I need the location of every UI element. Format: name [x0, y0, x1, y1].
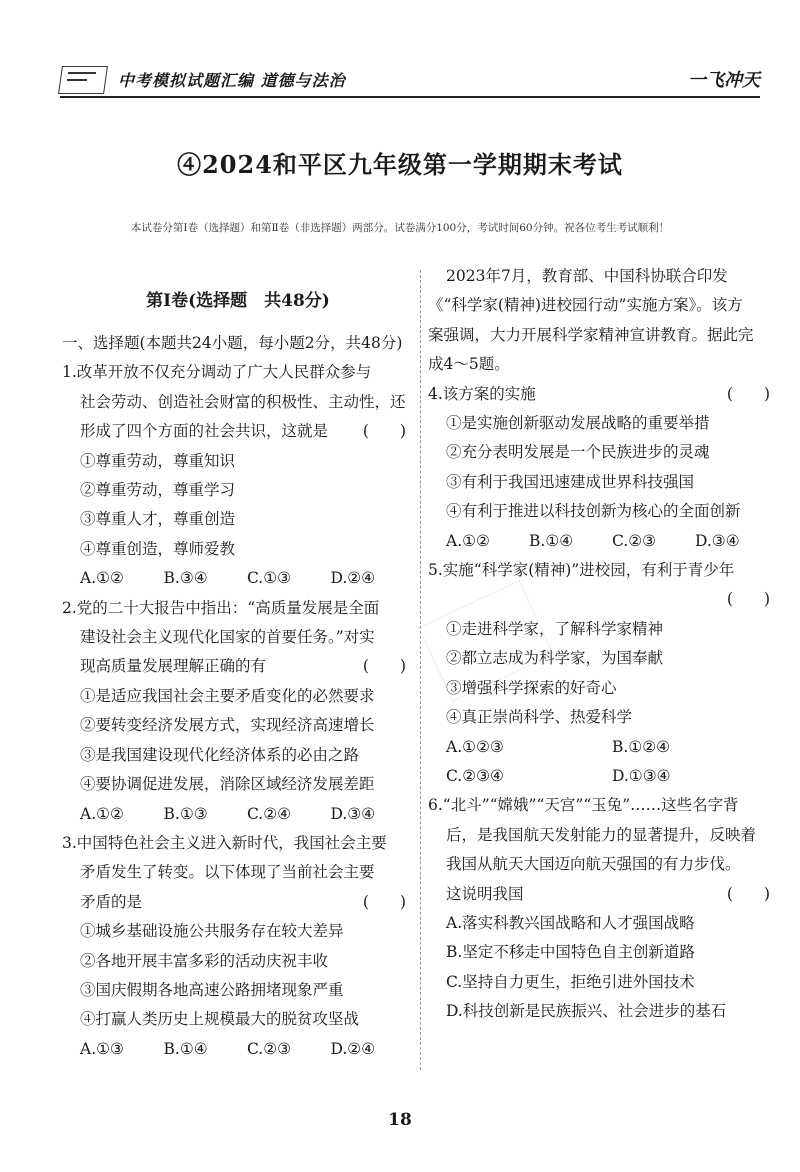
option-d[interactable]: D.①③④ [612, 766, 671, 785]
option-b[interactable]: B.①③ [163, 804, 208, 823]
option-a[interactable]: A.①③ [80, 1039, 124, 1058]
answer-options [428, 762, 778, 791]
question-3 [62, 829, 414, 1064]
header-rule [60, 96, 760, 98]
material-intro [428, 262, 778, 380]
question-stem: 矛盾发生了转变。以下体现了当前社会主要 [80, 863, 375, 882]
question-stem-last [428, 880, 778, 909]
intro-line: 案强调，大力开展科学家精神宣讲教育。据此完 [428, 325, 754, 344]
option-d[interactable]: D.③④ [330, 804, 376, 823]
option-a[interactable]: A.①② [80, 804, 124, 823]
option-b[interactable]: B.①④ [163, 1039, 208, 1058]
option-d[interactable]: D.③④ [695, 531, 740, 550]
intro-line: 2023年7月，教育部、中国科协联合印发 [446, 267, 728, 285]
statement-item: ②各地开展丰富多彩的活动庆祝丰收 [80, 951, 329, 970]
answer-options [62, 800, 414, 829]
question-stem: 社会劳动、创造社会财富的积极性、主动性，还 [80, 392, 406, 411]
choice-a[interactable]: A.落实科教兴国战略和人才强国战略 [446, 913, 695, 932]
statement-item: ④有利于推进以科技创新为核心的全面创新 [446, 502, 741, 521]
question-1 [62, 358, 414, 593]
question-stem-text: 形成了四个方面的社会共识，这就是 [80, 422, 329, 441]
statement-item: ③尊重人才，尊重创造 [80, 510, 236, 529]
statement-item: ④真正崇尚科学、热爱科学 [446, 708, 633, 727]
statement-item: ①是实施创新驱动发展战略的重要举措 [446, 414, 710, 433]
question-stem: 后，是我国航天发射能力的显著提升，反映着 [446, 825, 757, 844]
question-stem: 建设社会主义现代化国家的首要任务。”对实 [80, 628, 375, 647]
option-b[interactable]: B.①②④ [612, 737, 671, 756]
question-stem-text: 4.该方案的实施 [428, 384, 536, 403]
intro-line: 成4～5题。 [428, 355, 510, 374]
statement-item: ②要转变经济发展方式，实现经济高速增长 [80, 716, 375, 735]
statement-item: ④打赢人类历史上规模最大的脱贫攻坚战 [80, 1010, 360, 1029]
option-b[interactable]: B.③④ [163, 569, 208, 588]
question-stem: 2.党的二十大报告中指出：“高质量发展是全面 [62, 598, 380, 617]
statement-item: ③有利于我国迅速建成世界科技强国 [446, 472, 695, 491]
left-column [62, 262, 414, 1064]
statement-item: ②尊重劳动，尊重学习 [80, 481, 236, 500]
answer-options [428, 733, 778, 762]
statement-item: ①走进科学家，了解科学家精神 [446, 619, 664, 638]
answer-parenthesis[interactable]: ( ) [362, 657, 406, 676]
option-c[interactable]: C.②③ [247, 1039, 292, 1058]
question-4 [428, 380, 778, 556]
answer-options [62, 564, 414, 593]
option-d[interactable]: D.②④ [330, 1039, 376, 1058]
statement-item: ③国庆假期各地高速公路拥堵现象严重 [80, 980, 344, 999]
section-title: 第Ⅰ卷(选择题 共48分) [146, 291, 330, 311]
question-stem-text: 矛盾的是 [80, 892, 143, 911]
answer-parenthesis[interactable]: ( ) [362, 892, 406, 911]
answer-options [428, 527, 778, 556]
question-stem: 3.中国特色社会主义进入新时代，我国社会主要 [62, 833, 387, 852]
option-c[interactable]: C.②④ [247, 804, 292, 823]
question-stem: 我国从航天大国迈向航天强国的有力步伐。 [446, 855, 741, 874]
option-c[interactable]: C.①③ [247, 569, 292, 588]
statement-item: ③是我国建设现代化经济体系的必由之路 [80, 745, 360, 764]
page-header [60, 58, 760, 98]
question-stem-last [62, 417, 414, 446]
question-stem: 1.改革开放不仅充分调动了广大人民群众参与 [62, 363, 372, 382]
statement-item: ①是适应我国社会主要矛盾变化的必然要求 [80, 686, 375, 705]
answer-parenthesis[interactable]: ( ) [362, 422, 406, 441]
logo-icon [58, 66, 108, 94]
question-stem-text: 现高质量发展理解正确的有 [80, 657, 267, 676]
exam-title: ④2024和平区九年级第一学期期末考试 [177, 150, 623, 179]
answer-parenthesis[interactable]: ( ) [726, 590, 770, 609]
exam-instructions: 本试卷分第Ⅰ卷（选择题）和第Ⅱ卷（非选择题）两部分。试卷满分100分，考试时间60分钟。祝各位考生考试顺利！ [130, 222, 670, 234]
answer-parenthesis[interactable]: ( ) [726, 384, 770, 403]
answer-options [62, 1035, 414, 1064]
statement-item: ②充分表明发展是一个民族进步的灵魂 [446, 443, 710, 462]
intro-line: 《“科学家(精神)进校园行动”实施方案》。该方 [428, 296, 743, 315]
statement-item: ①尊重劳动，尊重知识 [80, 451, 236, 470]
option-a[interactable]: A.①②③ [446, 737, 504, 756]
option-c[interactable]: C.②③④ [446, 766, 504, 785]
option-a[interactable]: A.①② [446, 531, 490, 550]
part-heading: 一、选择题(本题共24小题，每小题2分，共48分) [62, 334, 403, 352]
question-2 [62, 594, 414, 829]
choice-d[interactable]: D.科技创新是民族振兴、社会进步的基石 [446, 1002, 727, 1021]
series-title: 中考模拟试题汇编 道德与法治 [118, 71, 346, 90]
option-b[interactable]: B.①④ [529, 531, 574, 550]
page-number: 18 [388, 1110, 412, 1130]
option-c[interactable]: C.②③ [612, 531, 657, 550]
question-stem: 5.实施“科学家(精神)”进校园，有利于青少年 [428, 561, 735, 580]
brand-name: 一飞冲天 [688, 70, 760, 91]
question-stem-last [62, 652, 414, 681]
question-6 [428, 791, 778, 1026]
statement-item: ③增强科学探索的好奇心 [446, 678, 617, 697]
question-stem: 6.“北斗”“嫦娥”“天宫”“玉兔”……这些名字背 [428, 796, 739, 815]
question-stem-last [62, 888, 414, 917]
choice-b[interactable]: B.坚定不移走中国特色自主创新道路 [446, 943, 695, 962]
statement-item: ④要协调促进发展，消除区域经济发展差距 [80, 775, 375, 794]
question-stem-text: 这说明我国 [446, 884, 524, 903]
column-divider [420, 270, 421, 1070]
statement-item: ④尊重创造，尊师爱教 [80, 539, 236, 558]
choice-c[interactable]: C.坚持自力更生，拒绝引进外国技术 [446, 972, 695, 991]
question-stem-last [428, 380, 778, 409]
option-d[interactable]: D.②④ [330, 569, 376, 588]
statement-item: ②都立志成为科学家，为国奉献 [446, 649, 664, 668]
statement-item: ①城乡基础设施公共服务存在较大差异 [80, 922, 344, 941]
option-a[interactable]: A.①② [80, 569, 124, 588]
answer-parenthesis[interactable]: ( ) [726, 884, 770, 903]
